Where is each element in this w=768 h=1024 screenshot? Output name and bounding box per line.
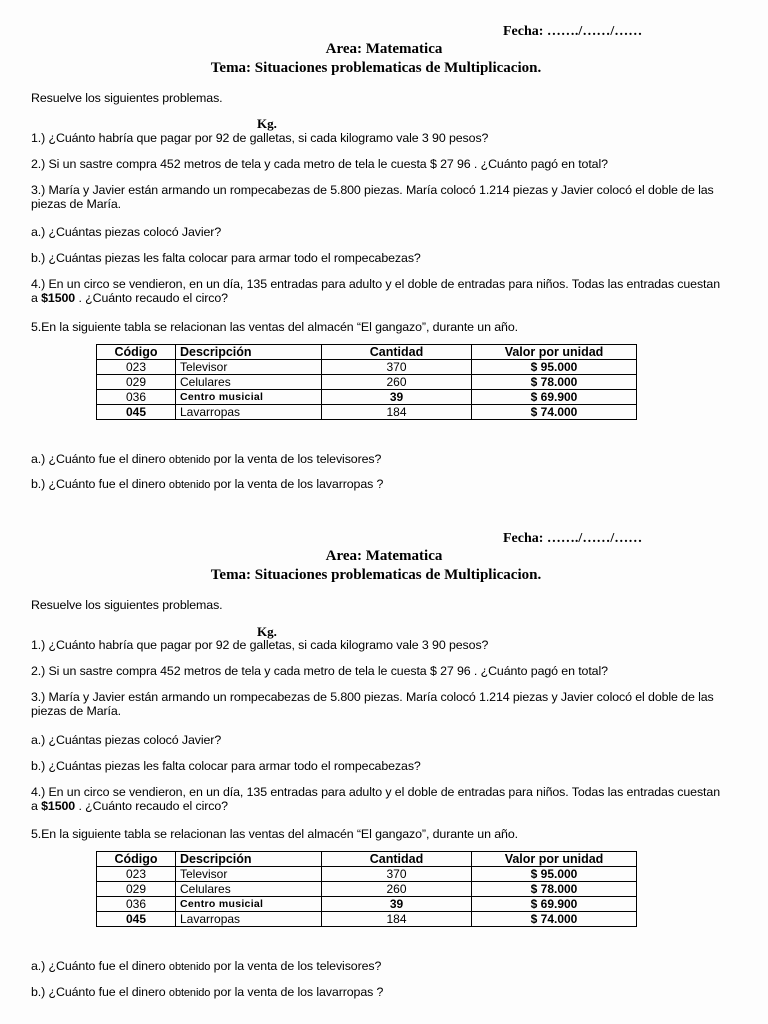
worksheet-top	[0, 0, 768, 507]
subject-heading: Area: Matematica	[325, 548, 443, 564]
cell-description: Centro musicial	[176, 897, 322, 912]
worksheet-bottom	[0, 507, 768, 1014]
header-code: Código	[97, 345, 176, 360]
kg-annotation: Kg.	[257, 624, 277, 639]
question-5b	[31, 985, 383, 999]
cell-description: Lavarropas	[176, 405, 322, 420]
date-field: Fecha: ……./……/……	[503, 531, 643, 546]
question-3a: a.) ¿Cuántas piezas colocó Javier?	[31, 225, 222, 239]
question-1: 1.) ¿Cuánto habría que pagar por 92 de galletas, si cada kilogramo vale 3 90 pesos?	[31, 131, 489, 145]
question-5a-obtenido: obtenido	[168, 961, 211, 973]
header-description: Descripción	[176, 345, 322, 360]
cell-unit-value: $ 74.000	[472, 405, 637, 420]
cell-description: Centro musicial	[176, 390, 322, 405]
header-description: Descripción	[176, 852, 322, 867]
question-5a-obtenido: obtenido	[168, 454, 211, 466]
question-1: 1.) ¿Cuánto habría que pagar por 92 de galletas, si cada kilogramo vale 3 90 pesos?	[31, 638, 489, 652]
question-5a-text: a.) ¿Cuánto fue el dinero	[31, 452, 169, 466]
cell-code: 045	[97, 912, 176, 927]
header-unit-value: Valor por unidad	[472, 345, 637, 360]
header-quantity: Cantidad	[322, 852, 472, 867]
cell-quantity: 260	[322, 882, 472, 897]
table-row	[97, 390, 637, 405]
question-5a-text: a.) ¿Cuánto fue el dinero	[31, 959, 169, 973]
sales-table	[96, 851, 637, 927]
question-2: 2.) Si un sastre compra 452 metros de tela y cada metro de tela le cuesta $ 27 96 . ¿Cuánto pagó en total?	[31, 664, 608, 678]
topic-heading: Tema: Situaciones problematicas de Multiplicacion.	[210, 60, 542, 76]
header-quantity: Cantidad	[322, 345, 472, 360]
question-4	[31, 277, 721, 305]
question-5a	[31, 452, 381, 466]
table-header-row	[97, 852, 637, 867]
cell-code: 023	[97, 867, 176, 882]
header-code: Código	[97, 852, 176, 867]
cell-description: Celulares	[176, 882, 322, 897]
table-row	[97, 360, 637, 375]
question-5: 5.En la siguiente tabla se relacionan las ventas del almacén “El gangazo”, durante un año.	[31, 827, 518, 841]
topic-heading: Tema: Situaciones problematicas de Multiplicacion.	[210, 567, 542, 583]
question-3: 3.) María y Javier están armando un rompecabezas de 5.800 piezas. María colocó 1.214 piezas y Javier colocó el doble de las piezas de María.	[31, 690, 714, 718]
question-3b: b.) ¿Cuántas piezas les falta colocar para armar todo el rompecabezas?	[31, 251, 421, 265]
cell-quantity: 370	[322, 360, 472, 375]
question-5b-obtenido: obtenido	[168, 987, 211, 999]
cell-unit-value: $ 78.000	[472, 375, 637, 390]
subject-heading: Area: Matematica	[325, 41, 443, 57]
question-5a-tail: por la venta de los televisores?	[210, 452, 382, 466]
cell-quantity: 184	[322, 405, 472, 420]
question-5b-tail: por la venta de los lavarropas ?	[210, 985, 384, 999]
cell-code: 045	[97, 405, 176, 420]
question-5a	[31, 959, 381, 973]
header-unit-value: Valor por unidad	[472, 852, 637, 867]
question-5b	[31, 477, 383, 491]
question-3a: a.) ¿Cuántas piezas colocó Javier?	[31, 733, 222, 747]
cell-code: 036	[97, 897, 176, 912]
sales-table	[96, 344, 637, 420]
question-2: 2.) Si un sastre compra 452 metros de tela y cada metro de tela le cuesta $ 27 96 . ¿Cuánto pagó en total?	[31, 157, 608, 171]
cell-quantity: 260	[322, 375, 472, 390]
table-row	[97, 912, 637, 927]
table-row	[97, 375, 637, 390]
cell-code: 036	[97, 390, 176, 405]
question-4-price: $1500	[41, 799, 76, 813]
question-5b-text: b.) ¿Cuánto fue el dinero	[31, 985, 169, 999]
cell-code: 029	[97, 882, 176, 897]
question-5a-tail: por la venta de los televisores?	[210, 959, 382, 973]
cell-quantity: 39	[322, 897, 472, 912]
table-row	[97, 882, 637, 897]
question-4-tail: . ¿Cuánto recaudo el circo?	[75, 291, 228, 305]
question-5b-text: b.) ¿Cuánto fue el dinero	[31, 477, 169, 491]
instruction: Resuelve los siguientes problemas.	[31, 598, 223, 612]
cell-quantity: 39	[322, 390, 472, 405]
cell-unit-value: $ 69.900	[472, 390, 637, 405]
question-4-price: $1500	[41, 291, 76, 305]
question-4-tail: . ¿Cuánto recaudo el circo?	[75, 799, 228, 813]
cell-description: Televisor	[176, 360, 322, 375]
question-4	[31, 785, 721, 813]
cell-description: Televisor	[176, 867, 322, 882]
table-row	[97, 897, 637, 912]
cell-unit-value: $ 74.000	[472, 912, 637, 927]
question-3b: b.) ¿Cuántas piezas les falta colocar para armar todo el rompecabezas?	[31, 759, 421, 773]
cell-code: 023	[97, 360, 176, 375]
cell-quantity: 370	[322, 867, 472, 882]
table-row	[97, 867, 637, 882]
instruction: Resuelve los siguientes problemas.	[31, 91, 223, 105]
kg-annotation: Kg.	[257, 116, 277, 131]
table-row	[97, 405, 637, 420]
cell-code: 029	[97, 375, 176, 390]
date-field: Fecha: ……./……/……	[503, 24, 643, 39]
question-5b-obtenido: obtenido	[168, 479, 211, 491]
cell-unit-value: $ 95.000	[472, 867, 637, 882]
cell-description: Celulares	[176, 375, 322, 390]
question-4-text: 4.) En un circo se vendieron, en un día, 135 entradas para adulto y el doble de entradas para niños. Todas las entradas cuestan a	[31, 277, 720, 305]
cell-quantity: 184	[322, 912, 472, 927]
table-header-row	[97, 345, 637, 360]
question-4-text: 4.) En un circo se vendieron, en un día, 135 entradas para adulto y el doble de entradas para niños. Todas las entradas cuestan a	[31, 785, 720, 813]
cell-unit-value: $ 69.900	[472, 897, 637, 912]
question-5b-tail: por la venta de los lavarropas ?	[210, 477, 384, 491]
question-5: 5.En la siguiente tabla se relacionan las ventas del almacén “El gangazo”, durante un año.	[31, 320, 518, 334]
cell-description: Lavarropas	[176, 912, 322, 927]
cell-unit-value: $ 95.000	[472, 360, 637, 375]
question-3: 3.) María y Javier están armando un rompecabezas de 5.800 piezas. María colocó 1.214 piezas y Javier colocó el doble de las piezas de María.	[31, 183, 714, 211]
cell-unit-value: $ 78.000	[472, 882, 637, 897]
